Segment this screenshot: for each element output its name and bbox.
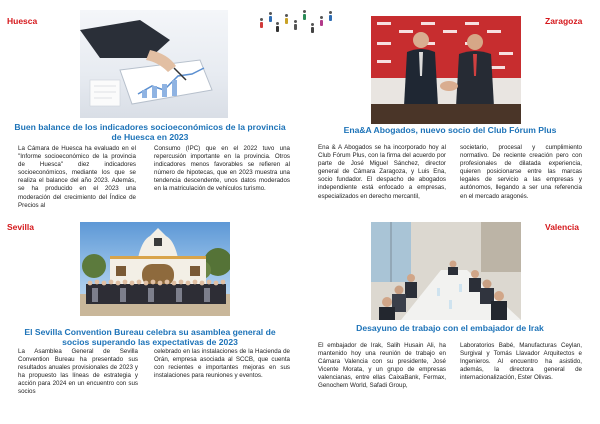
huesca-headline-line2: de Huesca en 2023 xyxy=(111,132,189,142)
people-figures-icon xyxy=(258,8,336,34)
zaragoza-col-1: Ena & A Abogados se ha incorporado hoy al Club Fórum Plus, con la firma del acuerdo por parte de José Miguel Sánchez, director general de Cámara Zaragoza, y Luis Ena, socio fundador. El despacho de abogados independiente está enfocado a empresas, especializados en derecho mercantil, xyxy=(318,144,446,200)
huesca-col-1: La Cámara de Huesca ha evaluado en el "Informe socioeconómico de la provincia de Huesca" diez indicadores socioeconómicos, mediante los que se realiza el balance del año 2023. Además, se ha producido en el 2023 una moderación del crecimiento del Índice de Precios al xyxy=(18,145,136,209)
region-label-valencia: Valencia xyxy=(545,222,580,232)
sevilla-photo xyxy=(80,222,230,316)
sevilla-headline xyxy=(5,327,295,347)
huesca-headline-line1: Buen balance de los indicadores socioeconómicos de la provincia xyxy=(14,122,286,132)
zaragoza-col-2: societario, procesal y cumplimiento normativo. De reciente creación pero con profesionales de dilatada experiencia, quieren posicionarse entre las marcas legales de servicio a las empresas y autónomos, llegando a ser una referencia en el mercado aragonés. xyxy=(460,144,582,200)
huesca-photo xyxy=(80,10,228,118)
zaragoza-headline: Ena&A Abogados, nuevo socio del Club Fórum Plus xyxy=(343,125,557,135)
region-label-huesca: Huesca xyxy=(7,16,38,26)
valencia-col-2: Laboratorios Babé, Manufacturas Ceylan, Surgival y Tomás Llavador Arquitectos e Ingenieros. Al encuentro ha asistido, además, la directora general de internacionalización, Ester Olivas. xyxy=(460,342,582,382)
sevilla-col-1: La Asamblea General de Sevilla Convention Bureau ha presentado sus resultados anuales provisionales de 2023 y ha propuesto las líneas de estrategia y acción para 2024 en un encuentro con sus socios xyxy=(18,348,138,396)
zaragoza-photo xyxy=(371,16,521,124)
sevilla-col-2: celebrado en las instalaciones de la Hacienda de Orán, empresa asociada al SCCB, que cuenta con recientes e importantes mejoras en sus instalaciones para reuniones y eventos. xyxy=(154,348,290,380)
region-label-sevilla: Sevilla xyxy=(7,222,34,232)
region-label-zaragoza: Zaragoza xyxy=(545,16,583,26)
sevilla-headline-line1: El Sevilla Convention Bureau celebra su asamblea general de xyxy=(24,327,276,337)
huesca-headline xyxy=(5,122,295,142)
sevilla-headline-line2: socios superando las expectativas de 2023 xyxy=(62,337,238,347)
huesca-col-2: Consumo (IPC) que en el 2022 tuvo una repercusión importante en la provincia. Otros indicadores menos favorables se refieren al número de hipotecas, que en 2023 muestra una tendencia descendente, unos datos moderados en la matriculación de vehículos turismo. xyxy=(154,145,290,193)
valencia-col-1: El embajador de Irak, Salih Husain Ali, ha mantenido hoy una reunión de trabajo en Cámara Valencia con su presidente, José Vicente Morata, y un grupo de empresas valencianas, entre ellas CaixaBank, Fermax, Genochem World, Safadi Group, xyxy=(318,342,446,390)
valencia-headline: Desayuno de trabajo con el embajador de Irak xyxy=(356,323,544,333)
valencia-photo xyxy=(371,222,521,320)
